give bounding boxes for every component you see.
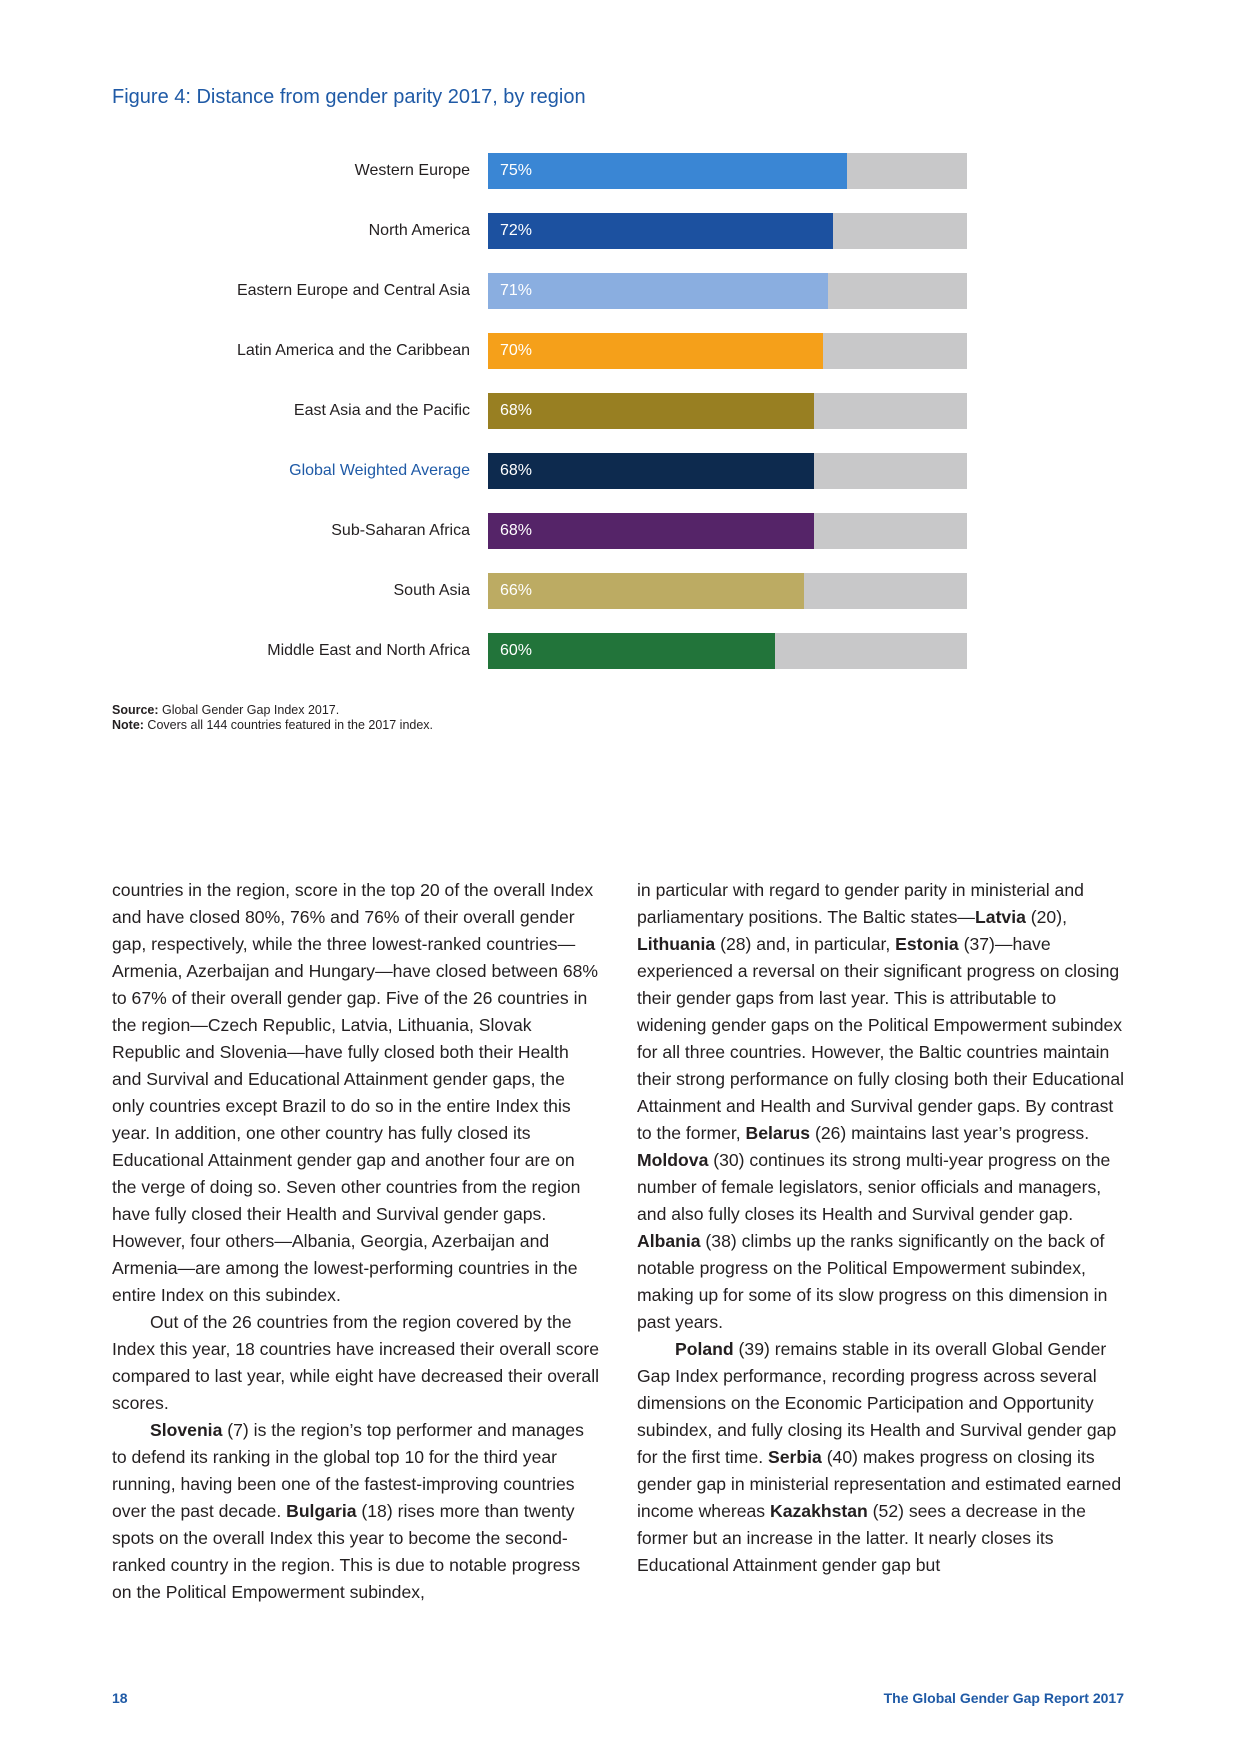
text-run: (26) maintains last year’s progress. — [810, 1123, 1090, 1143]
text-run: in particular with regard to gender parity in ministerial and parliamentary positions. The Baltic states— — [637, 880, 1084, 927]
country-name: Moldova — [637, 1150, 709, 1170]
bar-value-label: 70% — [500, 342, 533, 359]
text-run: (18) rises more than twenty spots on the overall Index this year to become the second-ranked country in the region. This is due to notable progress on the Political Empowerment subindex, — [112, 1501, 581, 1602]
country-name: Belarus — [745, 1123, 811, 1143]
text-run: countries in the region, score in the top 20 of the overall Index and have closed 80%, 76% and 76% of their overall gender gap, respectively, while the three lowest-ranked countries—Armenia, Azerbaijan and Hungary—have closed between 68% to 67% of their overall gender gap. Five of the 26 countries in the region—Czech Republic, Latvia, Lithuania, Slovak Republic and Slovenia—have fully closed both their Health and Survival and Educational Attainment gender gaps, the only countries except Brazil to do so in the entire Index this year. In addition, one other country has fully closed its Educational Attainment gender gap and another four are on the verge of doing so. Seven other countries from the region have fully closed their Health and Survival gender gaps. However, four others—Albania, Georgia, Azerbaijan and Armenia—are among the lowest-performing countries in the entire Index on this subindex. — [112, 880, 599, 1305]
chart-row — [0, 333, 1240, 369]
note-label: Note: — [112, 718, 144, 732]
text-run: (20), — [1025, 907, 1067, 927]
country-name: Serbia — [768, 1447, 822, 1467]
body-paragraph — [112, 1417, 602, 1606]
body-paragraph — [637, 1336, 1127, 1579]
text-run: (28) and, in particular, — [715, 934, 896, 954]
chart-row — [0, 213, 1240, 249]
body-paragraph — [112, 1309, 602, 1417]
category-label: Western Europe — [354, 162, 470, 179]
source-label: Source: — [112, 703, 159, 717]
text-run: (38) climbs up the ranks significantly on the back of notable progress on the Political Empowerment subindex, making up for some of its slow progress on this dimension in past years. — [637, 1231, 1108, 1332]
category-label: Global Weighted Average — [289, 462, 470, 479]
bar-value-label: 60% — [500, 642, 533, 659]
bar — [488, 153, 847, 189]
report-title: The Global Gender Gap Report 2017 — [883, 1690, 1124, 1706]
country-name: Albania — [637, 1231, 701, 1251]
figure-title: Figure 4: Distance from gender parity 2017, by region — [112, 86, 586, 108]
text-run: (39) remains stable in its overall Global Gender Gap Index performance, recording progress across several dimensions on the Economic Participation and Opportunity subindex, and fully closing its Health and Survival gender gap for the first time. — [637, 1339, 1117, 1467]
text-run: (7) is the region’s top performer and manages to defend its ranking in the global top 10 for the third year running, having been one of the fastest-improving countries over the past decade. — [112, 1420, 584, 1521]
text-run: (40) makes progress on closing its gender gap in ministerial representation and estimated earned income whereas — [637, 1447, 1122, 1521]
bar-value-label: 68% — [500, 462, 533, 479]
chart-row — [0, 573, 1240, 609]
chart-row — [0, 393, 1240, 429]
bar-track — [488, 453, 967, 489]
text-run: (52) sees a decrease in the former but an increase in the latter. It nearly closes its Educational Attainment gender gap but — [637, 1501, 1086, 1575]
bar-track — [488, 213, 967, 249]
bar-chart — [0, 0, 1240, 700]
chart-row — [0, 273, 1240, 309]
page-number: 18 — [112, 1690, 128, 1706]
source-line — [112, 703, 433, 718]
note-line — [112, 718, 433, 733]
bar-track — [488, 393, 967, 429]
bar-track — [488, 573, 967, 609]
bar-track — [488, 513, 967, 549]
bar-track — [488, 633, 967, 669]
body-column-right — [637, 877, 1127, 1579]
country-name: Slovenia — [150, 1420, 223, 1440]
country-name: Bulgaria — [286, 1501, 357, 1521]
category-label: Middle East and North Africa — [267, 642, 470, 659]
bar — [488, 573, 804, 609]
bar-value-label: 71% — [500, 282, 533, 299]
category-label: North America — [368, 222, 470, 239]
body-paragraph — [112, 877, 602, 1309]
category-label: East Asia and the Pacific — [293, 402, 470, 419]
category-label: Sub-Saharan Africa — [331, 522, 470, 539]
body-paragraph — [637, 877, 1127, 1336]
chart-row — [0, 513, 1240, 549]
text-run: Out of the 26 countries from the region covered by the Index this year, 18 countries have increased their overall score compared to last year, while eight have decreased their overall scores. — [112, 1312, 600, 1413]
chart-row — [0, 633, 1240, 669]
country-name: Latvia — [975, 907, 1026, 927]
country-name: Lithuania — [637, 934, 716, 954]
text-run: (37)—have experienced a reversal on their significant progress on closing their gender gaps from last year. This is attributable to widening gender gaps on the Political Empowerment subindex for all three countries. However, the Baltic countries maintain their strong performance on fully closing both their Educational Attainment and Health and Survival gender gaps. By contrast to the former, — [637, 934, 1125, 1143]
text-run: (30) continues its strong multi-year progress on the number of female legislators, senior officials and managers, and also fully closes its Health and Survival gender gap. — [637, 1150, 1111, 1224]
country-name: Estonia — [895, 934, 959, 954]
bar-value-label: 75% — [500, 162, 533, 179]
bar-value-label: 68% — [500, 402, 533, 419]
bar-value-label: 68% — [500, 522, 533, 539]
category-label: South Asia — [393, 582, 470, 599]
bar-track — [488, 333, 967, 369]
category-label: Eastern Europe and Central Asia — [236, 282, 470, 299]
bar — [488, 273, 828, 309]
country-name: Poland — [675, 1339, 734, 1359]
bar-value-label: 66% — [500, 582, 533, 599]
figure-notes — [112, 703, 433, 733]
category-label: Latin America and the Caribbean — [236, 342, 470, 359]
bar-track — [488, 153, 967, 189]
bar-value-label: 72% — [500, 222, 533, 239]
chart-row — [0, 153, 1240, 189]
body-column-left — [112, 877, 602, 1606]
note-text: Covers all 144 countries featured in the 2017 index. — [143, 718, 434, 732]
chart-row — [0, 453, 1240, 489]
source-text: Global Gender Gap Index 2017. — [158, 703, 340, 717]
bar-track — [488, 273, 967, 309]
country-name: Kazakhstan — [770, 1501, 868, 1521]
bar — [488, 633, 775, 669]
bar — [488, 333, 823, 369]
bar — [488, 393, 814, 429]
bar — [488, 513, 814, 549]
bar — [488, 453, 814, 489]
bar — [488, 213, 833, 249]
